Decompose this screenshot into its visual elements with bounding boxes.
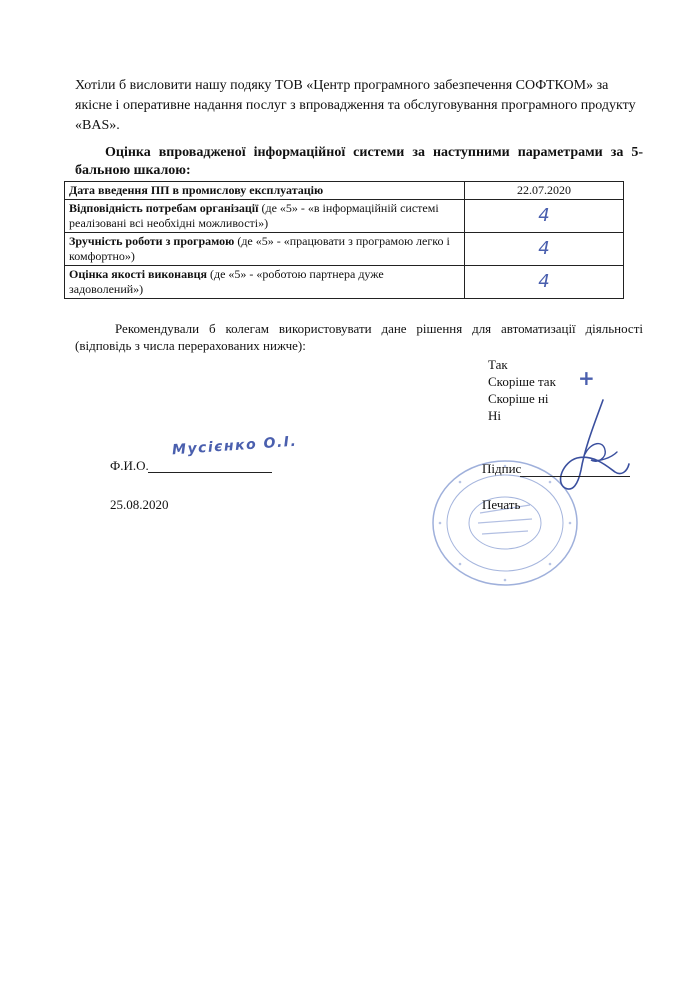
- handwritten-score: 4: [538, 270, 550, 292]
- option-no: Ні: [488, 408, 501, 423]
- document-date: 25.08.2020: [110, 497, 169, 512]
- score-cell: [465, 233, 624, 266]
- score-cell: [465, 266, 624, 299]
- rating-table: [64, 181, 624, 299]
- handwritten-name: Мусієнко О.І.: [171, 433, 298, 459]
- date-row-value: 22.07.2020: [465, 182, 624, 200]
- table-row: [65, 182, 624, 200]
- table-row: [65, 233, 624, 266]
- table-row: [65, 200, 624, 233]
- handwritten-score: 4: [538, 204, 550, 226]
- signature: [545, 392, 635, 502]
- signature-label: Підпис: [482, 461, 522, 476]
- row-label: Відповідність потребам організації (де «5» - «в інформаційній системі реалізовані всі необхідні можливості»): [65, 200, 465, 233]
- option-yes: Так: [488, 357, 508, 372]
- rating-heading: Оцінка впровадженої інформаційної системи за наступними параметрами за 5-бальною шкалою:: [75, 145, 643, 178]
- intro-paragraph: Хотіли б висловити нашу подяку ТОВ «Центр програмного забезпечення СОФТКОМ» за якісне і оперативне надання послуг з впровадження та обслуговування програмного продукту «BAS».: [75, 78, 636, 133]
- fio-line: [148, 472, 272, 473]
- row-label: Оцінка якості виконавця (де «5» - «роботою партнера дуже задоволений»): [65, 266, 465, 299]
- option-rather-yes: Скоріше так: [488, 374, 556, 389]
- option-rather-no: Скоріше ні: [488, 391, 549, 406]
- date-row-label: Дата введення ПП в промислову експлуатацію: [65, 182, 465, 200]
- print-label: Печать: [482, 497, 521, 512]
- signature-line: [520, 476, 630, 477]
- score-cell: [465, 200, 624, 233]
- row-label: Зручність роботи з програмою (де «5» - «працювати з програмою легко і комфортно»): [65, 233, 465, 266]
- selected-mark: +: [578, 366, 595, 390]
- recommendation-text: Рекомендували б колегам використовувати дане рішення для автоматизації діяльності (відповідь з числа перерахованих нижче):: [75, 321, 643, 353]
- fio-label: Ф.И.О.: [110, 458, 149, 473]
- table-row: [65, 266, 624, 299]
- handwritten-score: 4: [538, 237, 550, 259]
